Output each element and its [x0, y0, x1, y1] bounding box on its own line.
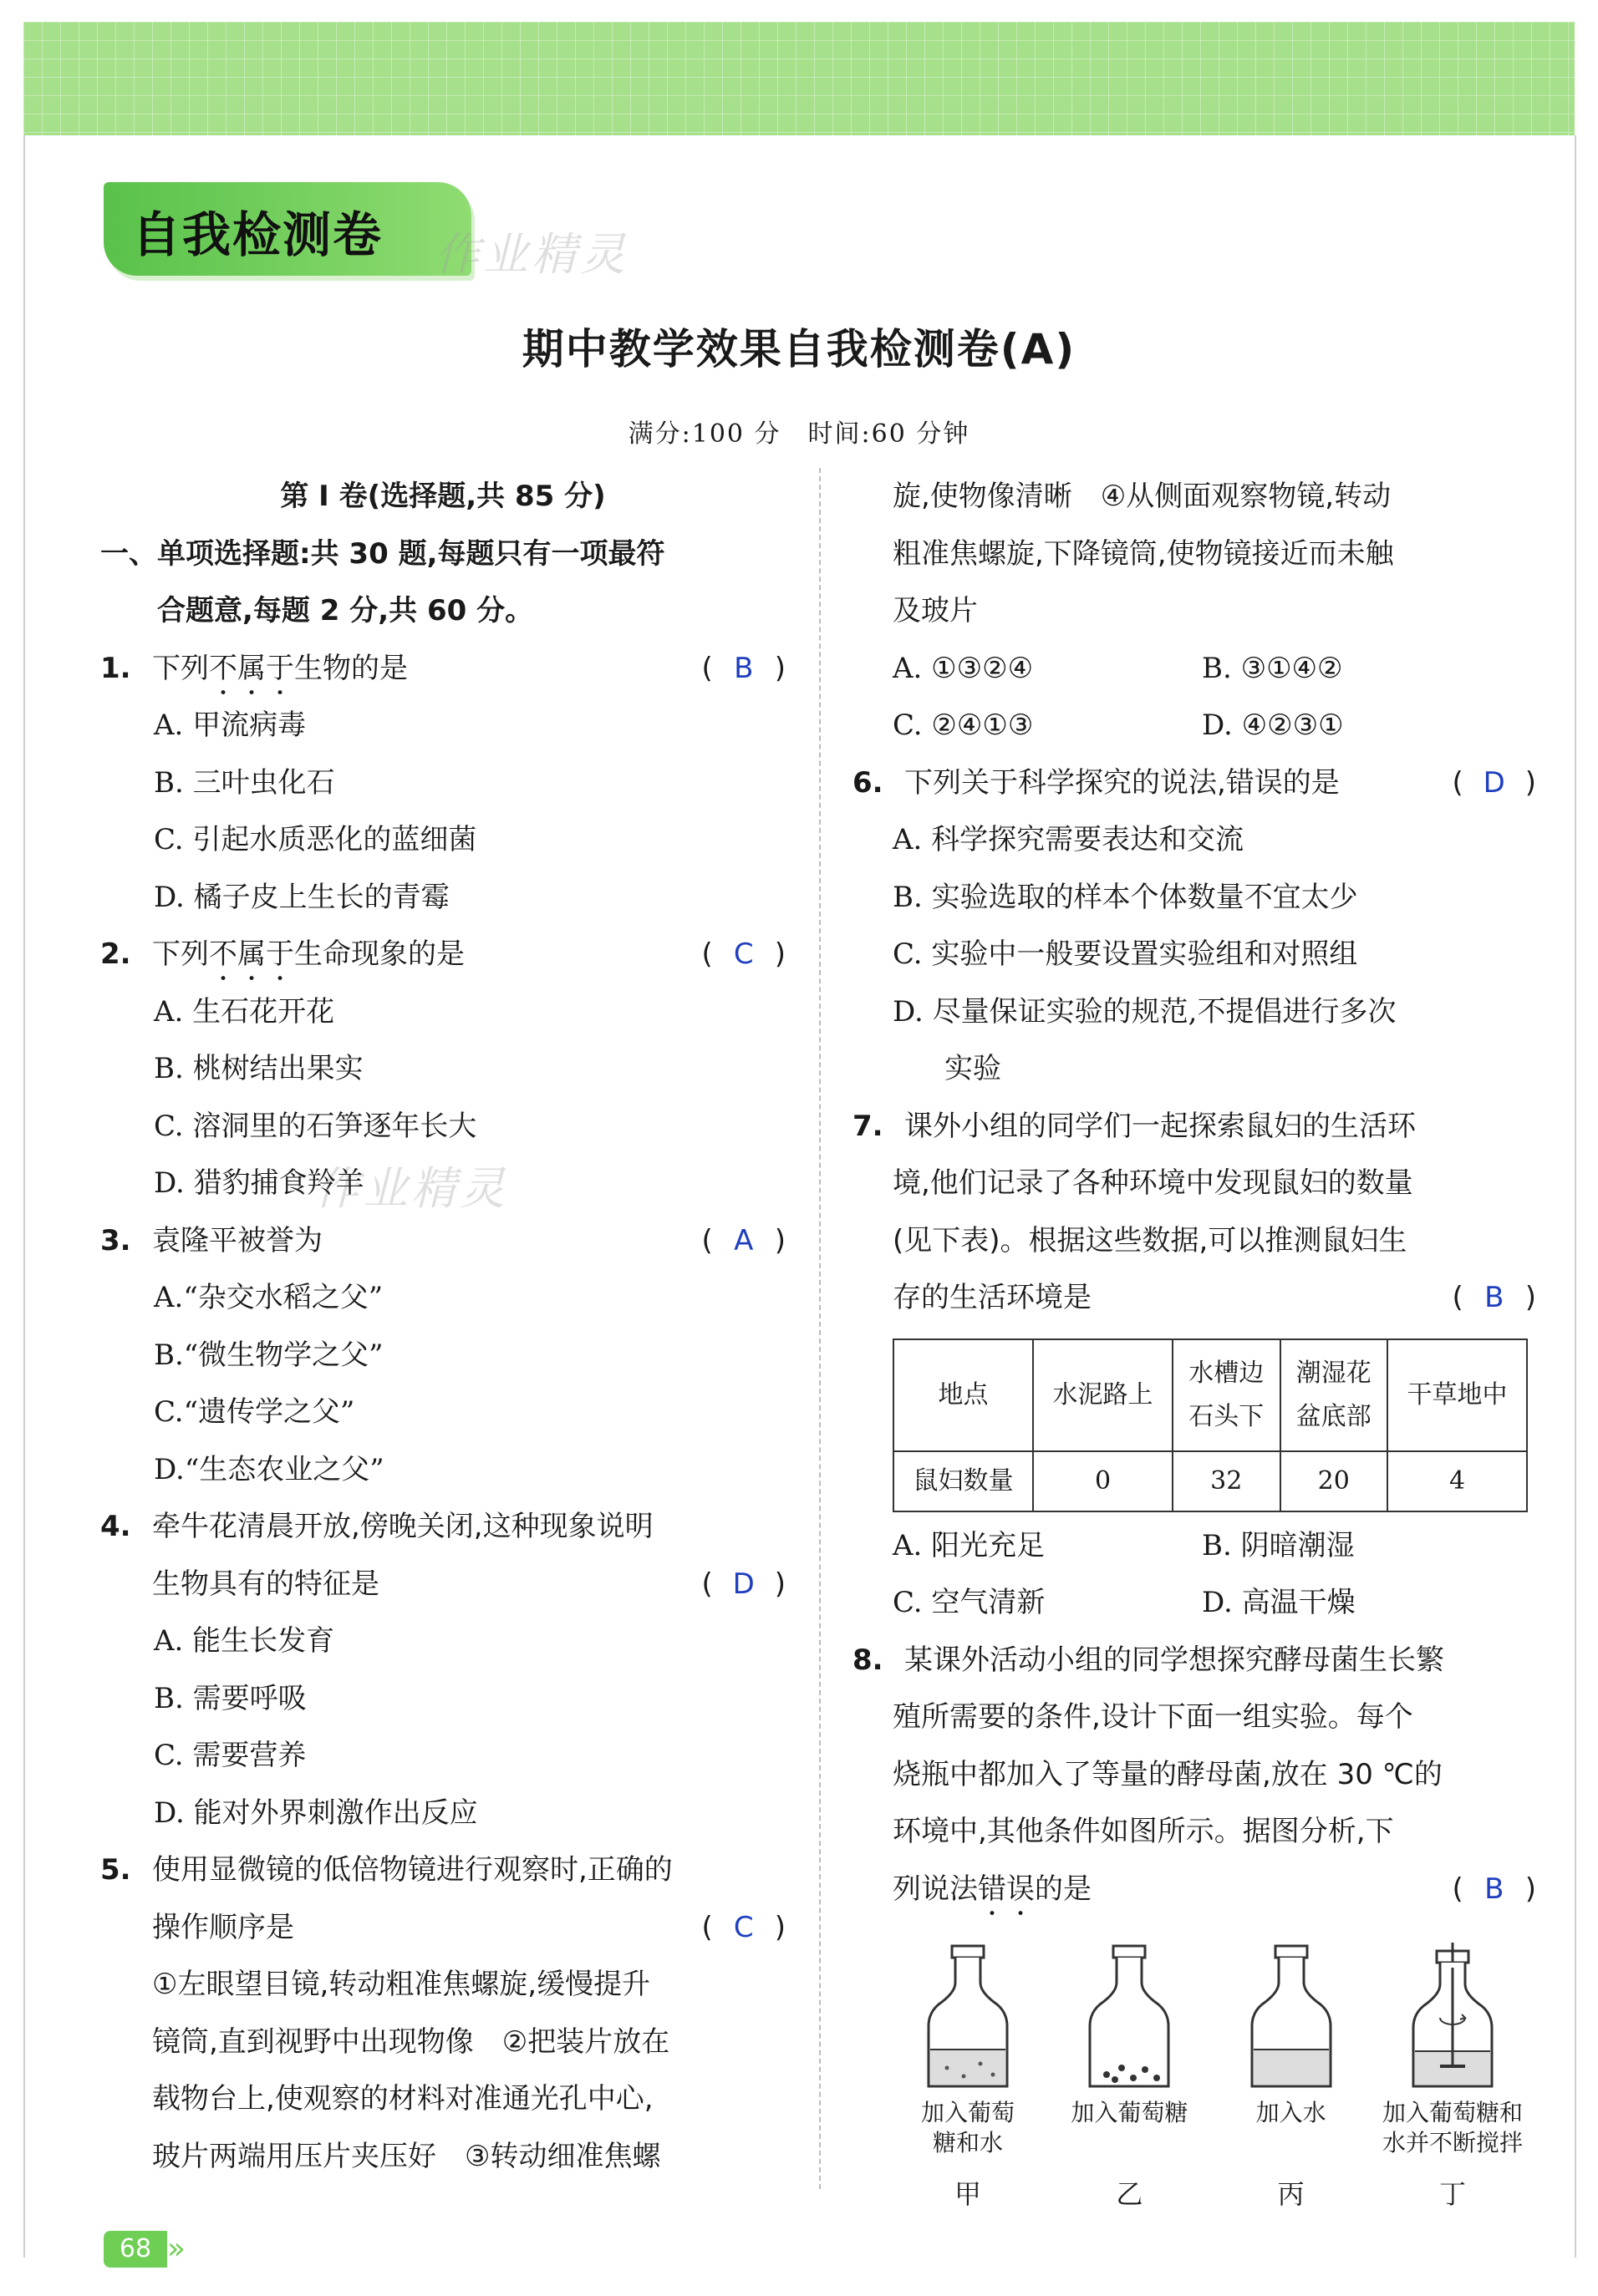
option-d: D. 猎豹捕食羚羊 [154, 1166, 364, 1200]
option-a: A. 生石花开花 [154, 994, 335, 1029]
table-header-cell [1173, 1339, 1280, 1451]
question-number: 7. [852, 1109, 883, 1143]
answer: D [732, 1567, 755, 1601]
option-c: C. 需要营养 [154, 1739, 307, 1772]
question-text: 下列 [152, 937, 209, 971]
table-cell: 4 [1387, 1451, 1527, 1511]
option-a: A.“杂交水稻之父” [154, 1281, 384, 1314]
option-b: B. 实验选取的样本个体数量不宜太少 [893, 880, 1358, 914]
answer: B [734, 651, 754, 685]
question-7-cont: 境,他们记录了各种环境中发现鼠妇的数量 [893, 1166, 1413, 1200]
question-5 [100, 1841, 786, 1899]
option-b: B. ③①④② [1202, 651, 1343, 685]
page-frame-left [23, 135, 25, 2258]
section-tag-label: 自我检测卷 [132, 206, 384, 263]
option-c: C. 空气清新 [893, 1586, 1046, 1619]
option-row [893, 1517, 1536, 1575]
flask-yi [1054, 1943, 1204, 2212]
question-5-cont: 旋,使物像清晰 ④从侧面观察物镜,转动 [893, 480, 1392, 513]
question-text: 课外小组的同学们一起探索鼠妇的生活环 [904, 1109, 1416, 1143]
answer-box: ( D ) [701, 1556, 786, 1613]
left-column [100, 468, 786, 2185]
option-c: C. 实验中一般要设置实验组和对照组 [893, 937, 1358, 971]
question-number: 3. [100, 1223, 131, 1257]
question-4-cont [100, 1556, 786, 1613]
flask-diagram [893, 1943, 1528, 2212]
option-a: A. ①③②④ [893, 651, 1034, 685]
question-7-cont: (见下表)。根据这些数据,可以推测鼠妇生 [893, 1223, 1407, 1257]
header-text: 水槽边 [1188, 1358, 1265, 1388]
page-subtitle: 满分:100 分 时间:60 分钟 [628, 419, 970, 449]
question-text: 生物具有的特征是 [152, 1567, 379, 1601]
answer: C [733, 937, 754, 971]
flask-ding [1377, 1943, 1528, 2212]
flask-icon [1407, 1943, 1499, 2093]
table-row [893, 1451, 1527, 1511]
question-7 [852, 1098, 1536, 1156]
flask-caption [1377, 2098, 1528, 2158]
caption-text: 加入葡萄糖和 [1382, 2099, 1523, 2126]
chevron-right-icon: » [167, 2232, 186, 2266]
option-d: D. 尽量保证实验的规范,不提倡进行多次 [893, 994, 1397, 1029]
table-cell: 0 [1033, 1451, 1173, 1511]
option-a: A. 甲流病毒 [154, 709, 307, 742]
option-b: B. 需要呼吸 [154, 1681, 307, 1715]
option-a: A. 科学探究需要表达和交流 [893, 823, 1244, 856]
answer-box: ( B ) [1452, 1861, 1536, 1918]
question-text: 生物的是 [294, 651, 408, 685]
option-d-cont: 实验 [944, 1052, 1001, 1085]
question-text: 操作顺序是 [152, 1910, 294, 1944]
flask-caption [1054, 2098, 1204, 2158]
question-8-cont: 环境中,其他条件如图所示。据图分析,下 [893, 1815, 1394, 1848]
emphasized-text: 不属于 [209, 937, 294, 971]
option-b: B. 桃树结出果实 [154, 1052, 364, 1085]
question-number: 6. [852, 765, 883, 800]
flask-caption [1216, 2098, 1366, 2158]
part-title: 第 I 卷(选择题,共 85 分) [280, 480, 606, 513]
answer-box: ( A ) [701, 1212, 786, 1270]
answer: B [1484, 1872, 1504, 1906]
option-a: A. 能生长发育 [154, 1624, 335, 1658]
question-2 [100, 926, 786, 983]
option-a: A. 阳光充足 [893, 1528, 1046, 1562]
option-b: B.“微生物学之父” [154, 1338, 384, 1372]
flask-label: 丁 [1438, 2178, 1466, 2210]
question-number: 2. [100, 937, 131, 971]
option-c: C. ②④①③ [893, 709, 1034, 742]
answer: C [733, 1910, 754, 1944]
emphasized-text: 不属于 [209, 651, 294, 685]
option-row [893, 640, 1536, 698]
section-heading: 一、单项选择题:共 30 题,每题只有一项最符 [100, 536, 665, 571]
option-c: C. 引起水质恶化的蓝细菌 [154, 823, 477, 856]
question-text: 下列 [152, 651, 209, 685]
caption-text: 水并不断搅拌 [1382, 2129, 1523, 2156]
question-text: 列说法 [893, 1872, 978, 1906]
column-divider [819, 468, 821, 2189]
question-8-cont [893, 1861, 1536, 1918]
question-5-cont [100, 1899, 786, 1957]
option-d: D. 高温干燥 [1202, 1586, 1356, 1619]
answer-box: ( D ) [1452, 754, 1536, 812]
flask-caption [893, 2098, 1043, 2158]
question-5-step: 镜筒,直到视野中出现物像 ②把装片放在 [152, 2024, 670, 2059]
answer-box: ( B ) [701, 640, 786, 698]
answer-box: ( C ) [701, 1899, 786, 1957]
question-8-cont: 殖所需要的条件,设计下面一组实验。每个 [893, 1700, 1413, 1734]
right-column [852, 468, 1536, 2212]
option-d: D. ④②③① [1202, 709, 1344, 742]
question-text: 使用显微镜的低倍物镜进行观察时,正确的 [152, 1853, 673, 1887]
question-text: 袁隆平被誉为 [152, 1223, 323, 1257]
watermark-2: 作业精灵 [314, 1162, 508, 1215]
table-header-cell: 地点 [893, 1339, 1033, 1451]
option-c: C.“遗传学之父” [154, 1395, 355, 1429]
question-5-step: 载物台上,使观察的材料对准通光孔中心, [152, 2082, 654, 2116]
table-cell: 20 [1280, 1451, 1387, 1511]
header-text: 石头下 [1188, 1401, 1265, 1431]
option-row [893, 1574, 1536, 1632]
data-table [893, 1338, 1528, 1512]
table-header-cell: 干草地中 [1387, 1339, 1527, 1451]
table-header-row [893, 1339, 1527, 1451]
caption-text: 加入葡萄糖 [1071, 2099, 1188, 2126]
question-8 [852, 1632, 1536, 1689]
flask-label: 丙 [1277, 2178, 1305, 2210]
page-frame-right [1575, 135, 1576, 2258]
question-text: 存的生活环境是 [893, 1281, 1092, 1314]
flask-label: 甲 [954, 2178, 981, 2210]
question-number: 5. [100, 1853, 131, 1887]
question-text: 牵牛花清晨开放,傍晚关闭,这种现象说明 [152, 1510, 654, 1543]
top-decorative-band [23, 22, 1575, 135]
answer-box: ( B ) [1452, 1269, 1536, 1327]
question-number: 8. [852, 1643, 883, 1677]
flask-icon [922, 1943, 1014, 2093]
flask-bing [1216, 1943, 1366, 2212]
question-number: 1. [100, 651, 131, 685]
question-5-cont: 及玻片 [893, 594, 978, 627]
section-heading-cont: 合题意,每题 2 分,共 60 分。 [157, 594, 534, 627]
question-1 [100, 640, 786, 698]
flask-label: 乙 [1116, 2178, 1143, 2210]
caption-text: 糖和水 [932, 2129, 1003, 2156]
option-d: D. 橘子皮上生长的青霉 [154, 880, 450, 914]
option-row [893, 697, 1536, 754]
caption-text: 加入葡萄 [920, 2099, 1015, 2126]
question-6 [852, 754, 1536, 812]
answer: B [1484, 1281, 1504, 1314]
page-title: 期中教学效果自我检测卷(A) [522, 325, 1076, 373]
question-text: 生命现象的是 [294, 937, 465, 971]
table-cell: 32 [1173, 1451, 1280, 1511]
emphasized-text: 错误 [978, 1872, 1035, 1906]
question-3 [100, 1212, 786, 1270]
header-text: 潮湿花 [1295, 1358, 1372, 1388]
watermark: 作业精灵 [435, 228, 629, 281]
header-text: 盆底部 [1295, 1401, 1372, 1431]
table-header-cell: 水泥路上 [1033, 1339, 1173, 1451]
option-c: C. 溶洞里的石笋逐年长大 [154, 1109, 477, 1143]
question-5-step: 玻片两端用压片夹压好 ③转动细准焦螺 [152, 2139, 661, 2173]
flask-icon [1083, 1943, 1175, 2093]
option-b: B. 阴暗潮湿 [1202, 1528, 1355, 1562]
question-text: 下列关于科学探究的说法,错误的是 [904, 765, 1340, 800]
option-b: B. 三叶虫化石 [154, 765, 335, 800]
question-4 [100, 1498, 786, 1556]
question-8-cont: 烧瓶中都加入了等量的酵母菌,放在 30 ℃的 [893, 1757, 1443, 1791]
flask-icon [1245, 1943, 1337, 2093]
question-text: 某课外活动小组的同学想探究酵母菌生长繁 [904, 1643, 1444, 1677]
question-7-cont [893, 1269, 1536, 1327]
option-d: D. 能对外界刺激作出反应 [154, 1796, 478, 1830]
table-header-cell [1280, 1339, 1387, 1451]
flask-jia [893, 1943, 1043, 2212]
page-number: 68 [104, 2231, 167, 2268]
caption-text: 加入水 [1255, 2099, 1326, 2126]
section-tag [104, 182, 471, 276]
option-d: D.“生态农业之父” [154, 1452, 384, 1486]
question-5-step: ①左眼望目镜,转动粗准焦螺旋,缓慢提升 [152, 1968, 651, 2001]
question-text: 的是 [1035, 1872, 1092, 1906]
answer: D [1483, 765, 1505, 800]
question-5-cont: 粗准焦螺旋,下降镜筒,使物镜接近而未触 [893, 536, 1394, 571]
answer: A [734, 1223, 754, 1257]
table-cell: 鼠妇数量 [893, 1451, 1033, 1511]
question-number: 4. [100, 1510, 131, 1543]
answer-box: ( C ) [701, 926, 786, 983]
